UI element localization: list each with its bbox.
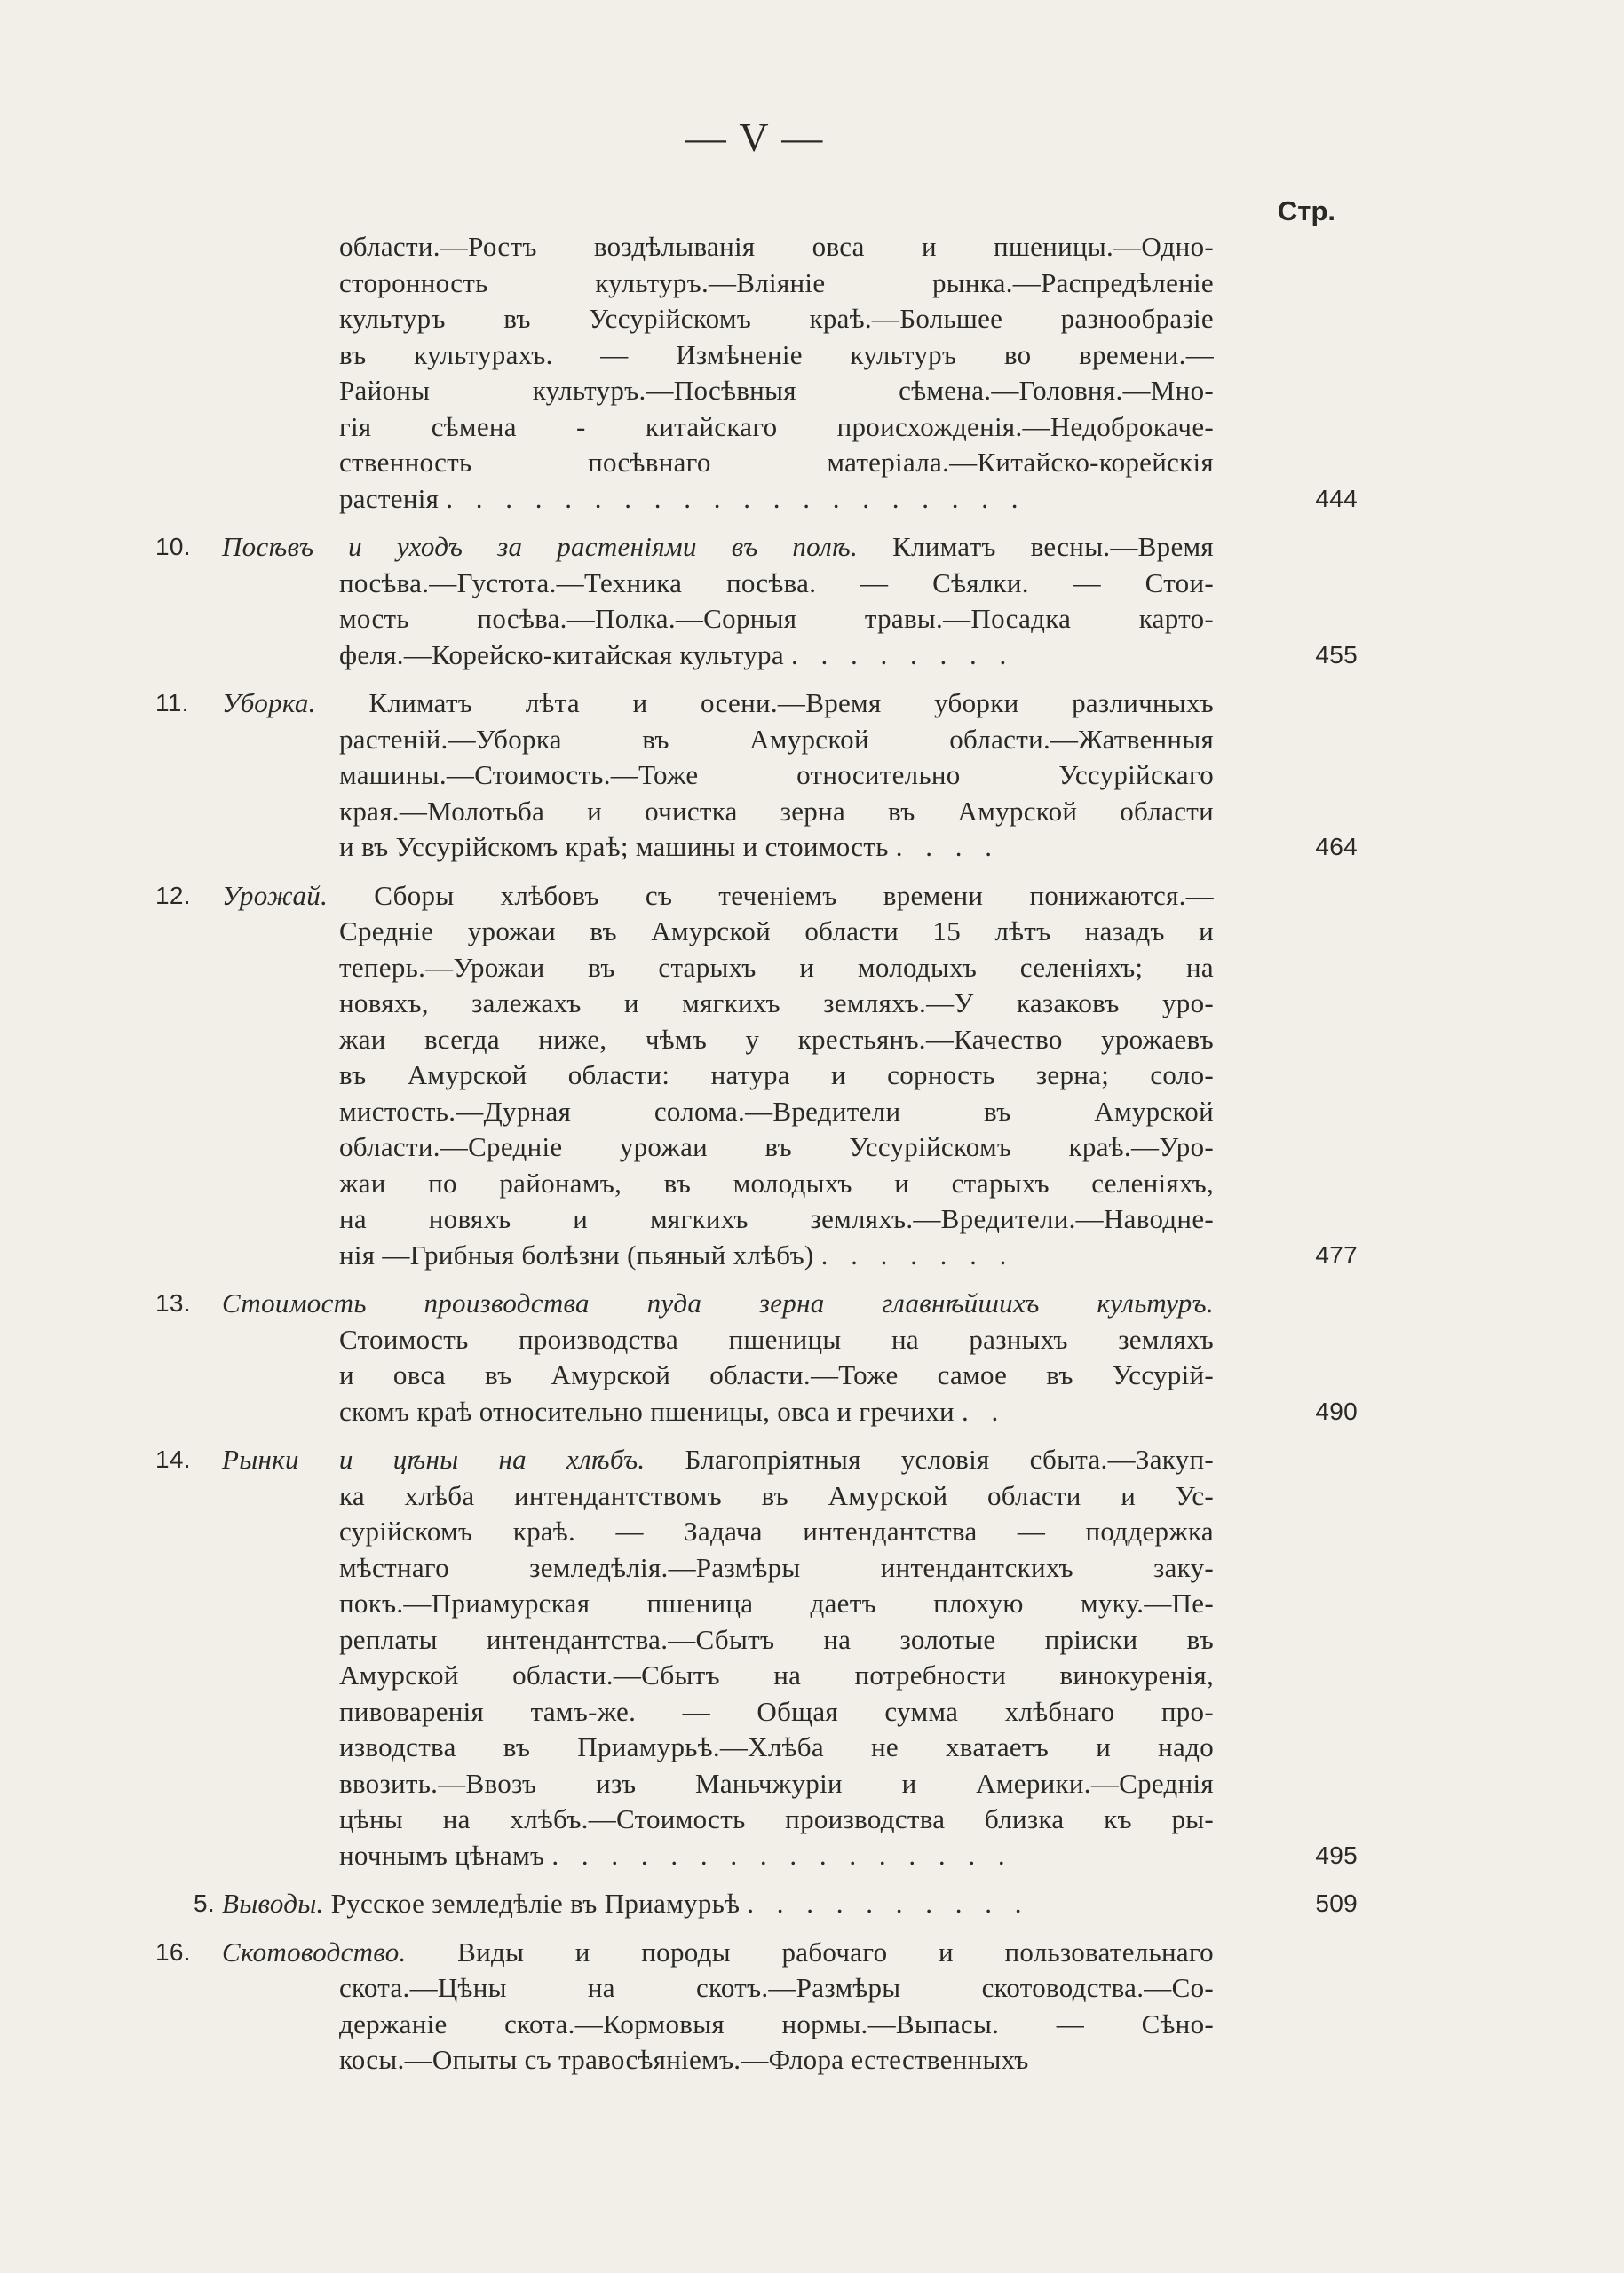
page-ref: 495 bbox=[1315, 1841, 1358, 1869]
toc-line bbox=[0, 1394, 1624, 1430]
entry-text bbox=[222, 529, 1214, 566]
toc-line bbox=[0, 1057, 1624, 1094]
page-number: — V — bbox=[685, 115, 825, 160]
entry-line-text: мость посѣва.—Полка.—Сорныя травы.—Посадка карто- bbox=[339, 603, 1214, 634]
entry-text bbox=[339, 986, 1214, 1022]
toc-line bbox=[0, 409, 1624, 446]
entry-line-text: Русское земледѣліе въ Приамурьѣ bbox=[330, 1888, 741, 1919]
toc-line bbox=[0, 829, 1624, 866]
entry-line-text: скота.—Цѣны на скотъ.—Размѣры скотоводства.—Со- bbox=[339, 1972, 1214, 2003]
toc-line bbox=[0, 914, 1624, 950]
entry-line-text: мистость.—Дурная солома.—Вредители въ Амурской bbox=[339, 1095, 1214, 1127]
entry-line-text: области.—Средніе урожаи въ Уссурійскомъ краѣ.—Уро- bbox=[339, 1131, 1214, 1162]
entry-title: Посѣвъ и уходъ за растеніями въ полѣ. bbox=[222, 531, 859, 562]
toc-line bbox=[0, 1970, 1624, 2007]
entry-number: 5. bbox=[194, 1889, 215, 1917]
entry-line-text: пивоваренія тамъ-же. — Общая сумма хлѣбнаго про- bbox=[339, 1695, 1214, 1727]
toc-line bbox=[0, 950, 1624, 986]
page-ref: 464 bbox=[1315, 833, 1358, 860]
toc-line bbox=[0, 1586, 1624, 1622]
entry-text bbox=[339, 373, 1214, 409]
entry-text bbox=[339, 601, 1214, 638]
entry-text bbox=[339, 1802, 1214, 1838]
entry-title: Урожай. bbox=[222, 879, 329, 911]
toc-line bbox=[0, 722, 1624, 758]
entry-text bbox=[222, 1442, 1214, 1478]
entry-text bbox=[339, 265, 1214, 302]
entry-text bbox=[339, 2042, 1214, 2079]
entry-line-text: мѣстнаго земледѣлія.—Размѣры интендантскихъ заку- bbox=[339, 1551, 1214, 1583]
entry-title: Рынки и цѣны на хлѣбъ. bbox=[222, 1444, 646, 1475]
entry-number: 11. bbox=[155, 689, 189, 717]
toc-line bbox=[0, 1129, 1624, 1166]
entry-text bbox=[339, 566, 1214, 602]
entry-text bbox=[339, 1394, 1214, 1430]
entry-text bbox=[339, 1550, 1214, 1587]
toc-entry bbox=[0, 529, 1624, 673]
entry-text bbox=[222, 685, 1214, 722]
toc-line bbox=[0, 566, 1624, 602]
entry-line-text: посѣва.—Густота.—Техника посѣва. — Сѣялки. — Стои- bbox=[339, 566, 1214, 598]
toc-line bbox=[0, 878, 1624, 915]
leader-dots: . . bbox=[961, 1395, 1007, 1427]
toc-line bbox=[0, 337, 1624, 374]
entry-line-text: нія —Грибныя болѣзни (пьяный хлѣбъ) bbox=[339, 1239, 814, 1271]
toc-entry bbox=[0, 1935, 1624, 2079]
entry-line-text: новяхъ, залежахъ и мягкихъ земляхъ.—У казаковъ уро- bbox=[339, 987, 1214, 1018]
entry-text bbox=[339, 1970, 1214, 2007]
page-ref: 455 bbox=[1315, 640, 1358, 669]
toc-line bbox=[0, 1022, 1624, 1058]
toc-line bbox=[0, 1238, 1624, 1274]
page-column-label: Стр. bbox=[1277, 195, 1335, 226]
entry-text bbox=[339, 1322, 1214, 1358]
entry-line-text: покъ.—Приамурская пшеница даетъ плохую муку.—Пе- bbox=[339, 1588, 1214, 1619]
entry-title: Скотоводство. bbox=[222, 1936, 407, 1968]
entry-line-text: въ Амурской области: натура и сорность зерна; соло- bbox=[339, 1059, 1214, 1090]
entry-text bbox=[339, 757, 1214, 794]
entry-text bbox=[339, 301, 1214, 337]
entry-text bbox=[339, 409, 1214, 446]
entry-line-text: ственность посѣвнаго матеріала.—Китайско-корейскія bbox=[339, 447, 1214, 478]
page-ref: 490 bbox=[1315, 1397, 1358, 1425]
entry-text bbox=[339, 1622, 1214, 1659]
toc-line bbox=[0, 481, 1624, 518]
toc-entry bbox=[0, 1286, 1624, 1430]
entry-number: 14. bbox=[155, 1445, 191, 1473]
entry-text bbox=[339, 794, 1214, 830]
toc-entry bbox=[0, 229, 1624, 517]
entry-text bbox=[339, 229, 1214, 265]
toc-line bbox=[0, 2042, 1624, 2079]
entry-title: Выводы. bbox=[222, 1888, 324, 1919]
entry-line-text: и овса въ Амурской области.—Тоже самое въ Уссурій- bbox=[339, 1359, 1214, 1390]
entry-text bbox=[339, 1478, 1214, 1515]
page-ref: 444 bbox=[1315, 484, 1358, 512]
entry-line-text: края.—Молотьба и очистка зерна въ Амурской области bbox=[339, 795, 1214, 827]
toc-line bbox=[0, 1201, 1624, 1238]
entry-text bbox=[339, 950, 1214, 986]
entry-text bbox=[222, 1286, 1214, 1322]
entry-line-text: скомъ краѣ относительно пшеницы, овса и гречихи bbox=[339, 1395, 955, 1427]
toc-line bbox=[0, 2007, 1624, 2043]
toc-line bbox=[0, 1658, 1624, 1694]
leader-dots: . . . . bbox=[895, 831, 1000, 862]
entry-line-text: культуръ въ Уссурійскомъ краѣ.—Большее разнообразіе bbox=[339, 303, 1214, 334]
entry-line-text: на новяхъ и мягкихъ земляхъ.—Вредители.—Наводне- bbox=[339, 1203, 1214, 1234]
entry-text bbox=[339, 1838, 1214, 1874]
page-ref: 509 bbox=[1315, 1889, 1358, 1917]
toc-line bbox=[0, 1442, 1624, 1478]
entry-number: 13. bbox=[155, 1289, 191, 1317]
entry-title: Стоимость производства пуда зерна главнѣйшихъ культуръ. bbox=[222, 1287, 1214, 1319]
entry-line-text: изводства въ Приамурьѣ.—Хлѣба не хватаетъ и надо bbox=[339, 1731, 1214, 1762]
toc-entry bbox=[0, 685, 1624, 866]
toc-line bbox=[0, 1694, 1624, 1730]
entry-text bbox=[339, 2007, 1214, 2043]
entry-line-text: растенія bbox=[339, 482, 440, 514]
entry-line-text: жаи по районамъ, въ молодыхъ и старыхъ селеніяхъ, bbox=[339, 1167, 1214, 1199]
toc-line bbox=[0, 601, 1624, 638]
entry-text bbox=[339, 829, 1214, 866]
entry-text bbox=[339, 1514, 1214, 1550]
entry-text bbox=[339, 1766, 1214, 1802]
entry-line-text: Сборы хлѣбовъ съ теченіемъ времени понижаются.— bbox=[374, 879, 1214, 911]
entry-number: 12. bbox=[155, 881, 191, 909]
toc-line bbox=[0, 1802, 1624, 1838]
entry-text bbox=[339, 1238, 1214, 1274]
entry-number: 16. bbox=[155, 1937, 191, 1966]
leader-dots: . . . . . . . . bbox=[790, 638, 1015, 670]
toc-line bbox=[0, 1322, 1624, 1358]
entry-line-text: и въ Уссурійскомъ краѣ; машины и стоимость bbox=[339, 831, 889, 862]
entry-text bbox=[339, 1201, 1214, 1238]
entry-line-text: Благопріятныя условія сбыта.—Закуп- bbox=[685, 1444, 1214, 1475]
entry-line-text: Виды и породы рабочаго и пользовательнаго bbox=[457, 1936, 1214, 1968]
entry-line-text: Климатъ лѣта и осени.—Время уборки различныхъ bbox=[368, 687, 1214, 718]
toc-entry bbox=[0, 1886, 1624, 1922]
entry-text bbox=[339, 914, 1214, 950]
entry-text bbox=[222, 1935, 1214, 1971]
entry-title: Уборка. bbox=[222, 687, 316, 718]
entry-text bbox=[339, 481, 1214, 518]
toc-entry bbox=[0, 878, 1624, 1274]
entry-text bbox=[339, 1358, 1214, 1394]
toc-line bbox=[0, 1550, 1624, 1587]
toc-line bbox=[0, 1886, 1624, 1922]
entry-line-text: сторонность культуръ.—Вліяніе рынка.—Распредѣленіе bbox=[339, 266, 1214, 298]
leader-dots: . . . . . . . bbox=[820, 1239, 1015, 1271]
entry-text bbox=[339, 1022, 1214, 1058]
table-of-contents bbox=[0, 229, 1624, 2091]
entry-text bbox=[339, 1694, 1214, 1730]
page-ref: 477 bbox=[1315, 1240, 1358, 1269]
entry-text bbox=[339, 638, 1214, 674]
entry-line-text: жаи всегда ниже, чѣмъ у крестьянъ.—Качество урожаевъ bbox=[339, 1023, 1214, 1055]
entry-text bbox=[339, 722, 1214, 758]
entry-text bbox=[222, 1886, 1214, 1922]
entry-line-text: растеній.—Уборка въ Амурской области.—Жатвенныя bbox=[339, 723, 1214, 755]
toc-line bbox=[0, 373, 1624, 409]
toc-line bbox=[0, 1094, 1624, 1130]
entry-line-text: теперь.—Урожаи въ старыхъ и молодыхъ селеніяхъ; на bbox=[339, 951, 1214, 983]
entry-line-text: косы.—Опыты съ травосѣяніемъ.—Флора естественныхъ bbox=[339, 2044, 1029, 2075]
toc-line bbox=[0, 1358, 1624, 1394]
entry-line-text: ввозить.—Ввозъ изъ Маньчжуріи и Америки.—Среднія bbox=[339, 1767, 1214, 1799]
entry-text bbox=[339, 1166, 1214, 1202]
toc-line bbox=[0, 529, 1624, 566]
toc-line bbox=[0, 1838, 1624, 1874]
toc-line bbox=[0, 301, 1624, 337]
toc-entry bbox=[0, 1442, 1624, 1873]
entry-line-text: Климатъ весны.—Время bbox=[891, 531, 1214, 562]
entry-line-text: гія сѣмена - китайскаго происхожденія.—Недоброкаче- bbox=[339, 410, 1214, 442]
toc-line bbox=[0, 445, 1624, 481]
toc-line bbox=[0, 1935, 1624, 1971]
toc-line bbox=[0, 1478, 1624, 1515]
entry-text bbox=[222, 878, 1214, 915]
toc-line bbox=[0, 1622, 1624, 1659]
entry-line-text: цѣны на хлѣбъ.—Стоимость производства близка къ ры- bbox=[339, 1803, 1214, 1834]
entry-line-text: держаніе скота.—Кормовыя нормы.—Выпасы. — Сѣно- bbox=[339, 2008, 1214, 2039]
entry-line-text: Средніе урожаи въ Амурской области 15 лѣтъ назадъ и bbox=[339, 915, 1214, 946]
entry-text bbox=[339, 445, 1214, 481]
entry-text bbox=[339, 1129, 1214, 1166]
entry-text bbox=[339, 337, 1214, 374]
leader-dots: . . . . . . . . . . . . . . . . bbox=[551, 1839, 1013, 1871]
toc-line bbox=[0, 1514, 1624, 1550]
toc-line bbox=[0, 1730, 1624, 1766]
entry-line-text: въ культурахъ. — Измѣненіе культуръ во времени.— bbox=[339, 338, 1214, 370]
entry-line-text: реплаты интендантства.—Сбытъ на золотые пріиски въ bbox=[339, 1623, 1214, 1655]
entry-line-text: сурійскомъ краѣ. — Задача интендантства — поддержка bbox=[339, 1516, 1214, 1547]
entry-line-text: Амурской области.—Сбытъ на потребности винокуренія, bbox=[339, 1659, 1214, 1691]
entry-line-text: ночнымъ цѣнамъ bbox=[339, 1839, 545, 1871]
toc-line bbox=[0, 986, 1624, 1022]
entry-text bbox=[339, 1730, 1214, 1766]
entry-line-text: области.—Ростъ воздѣлыванія овса и пшеницы.—Одно- bbox=[339, 231, 1214, 262]
entry-line-text: феля.—Корейско-китайская культура bbox=[339, 638, 784, 670]
entry-text bbox=[339, 1057, 1214, 1094]
entry-line-text: ка хлѣба интендантствомъ въ Амурской области и Ус- bbox=[339, 1479, 1214, 1511]
entry-line-text: машины.—Стоимость.—Тоже относительно Уссурійскаго bbox=[339, 759, 1214, 790]
leader-dots: . . . . . . . . . . . . . . . . . . . . bbox=[446, 482, 1026, 514]
entry-number: 10. bbox=[155, 533, 191, 560]
toc-line bbox=[0, 1166, 1624, 1202]
leader-dots: . . . . . . . . . . bbox=[747, 1888, 1030, 1919]
entry-text bbox=[339, 1658, 1214, 1694]
entry-text bbox=[339, 1586, 1214, 1622]
toc-line bbox=[0, 265, 1624, 302]
entry-text bbox=[339, 1094, 1214, 1130]
toc-line bbox=[0, 229, 1624, 265]
entry-line-text: Стоимость производства пшеницы на разныхъ земляхъ bbox=[339, 1323, 1214, 1355]
toc-line bbox=[0, 638, 1624, 674]
toc-line bbox=[0, 794, 1624, 830]
toc-line bbox=[0, 757, 1624, 794]
toc-line bbox=[0, 685, 1624, 722]
toc-line bbox=[0, 1766, 1624, 1802]
toc-line bbox=[0, 1286, 1624, 1322]
entry-line-text: Районы культуръ.—Посѣвныя сѣмена.—Головня.—Мно- bbox=[339, 375, 1214, 406]
